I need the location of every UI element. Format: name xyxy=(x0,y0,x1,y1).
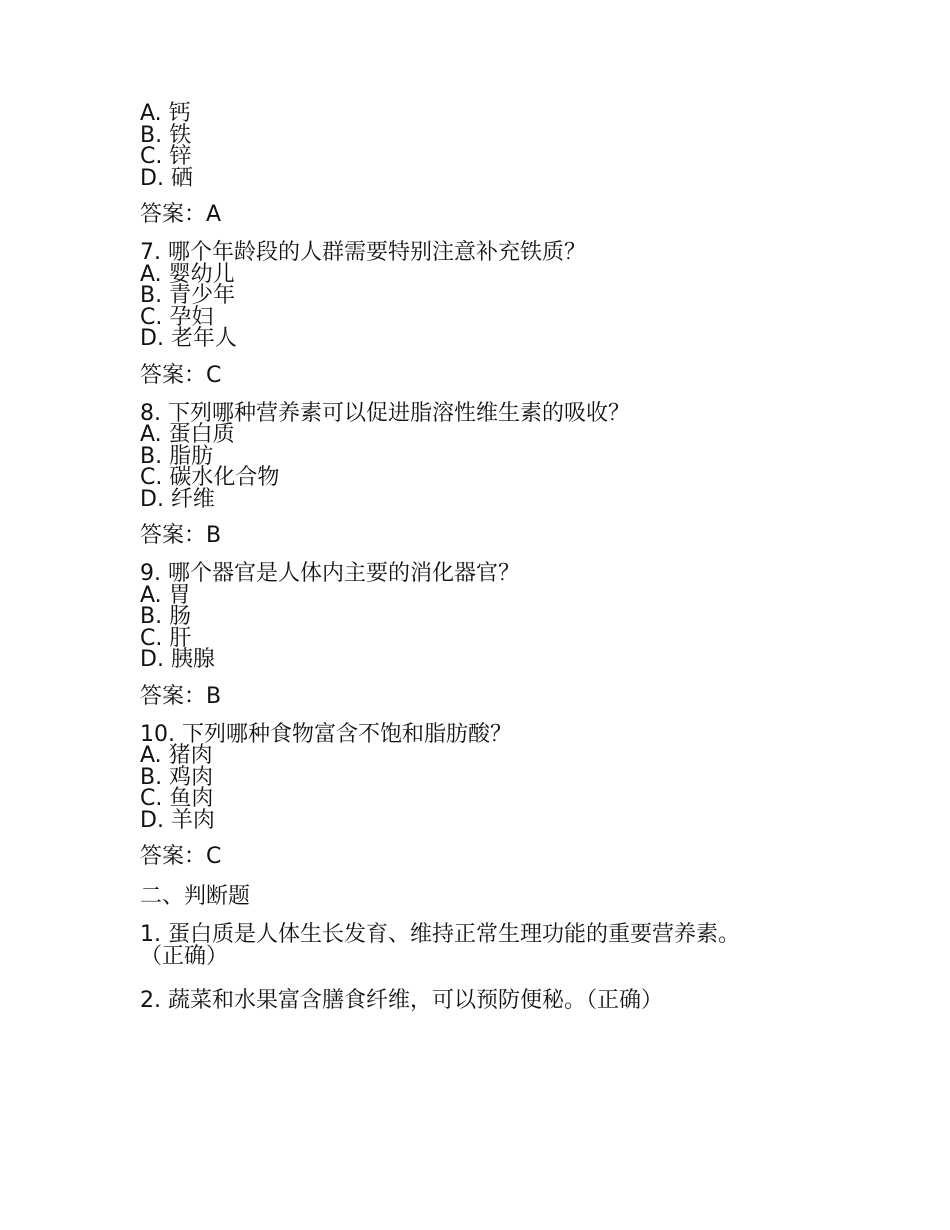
option-c: C. 孕妇 xyxy=(140,304,214,330)
option-b: B. 肠 xyxy=(140,604,192,629)
answer: 答案：C xyxy=(140,362,222,388)
question-6 xyxy=(140,103,790,228)
question-8 xyxy=(140,400,790,550)
option-c: C. 肝 xyxy=(140,625,192,651)
option-d: D. 老年人 xyxy=(140,326,237,351)
question-text: 8. 下列哪种营养素可以促进脂溶性维生素的吸收？ xyxy=(140,400,630,426)
option-b: B. 铁 xyxy=(140,122,192,148)
document-page xyxy=(140,103,790,1035)
question-9 xyxy=(140,563,790,710)
option-d: D. 胰腺 xyxy=(140,647,215,672)
option-d: D. 硒 xyxy=(140,165,193,191)
option-c: C. 锌 xyxy=(140,144,192,169)
option-b: B. 脂肪 xyxy=(140,443,214,469)
option-b: B. 鸡肉 xyxy=(140,764,214,790)
option-c: C. 碳水化合物 xyxy=(140,465,280,490)
option-c: C. 鱼肉 xyxy=(140,786,214,811)
option-a: A. 钙 xyxy=(140,101,191,126)
option-a: A. 猪肉 xyxy=(140,743,213,768)
answer: 答案：A xyxy=(140,202,222,227)
question-text: 9. 哪个器官是人体内主要的消化器官？ xyxy=(140,561,520,586)
option-a: A. 胃 xyxy=(140,582,191,608)
question-text: 10. 下列哪种食物富含不饱和脂肪酸？ xyxy=(140,721,512,747)
answer: 答案：B xyxy=(140,683,222,709)
option-d: D. 羊肉 xyxy=(140,807,215,833)
judgement-item-2: 2. 蔬菜和水果富含膳食纤维，可以预防便秘。（正确） xyxy=(140,988,663,1013)
option-d: D. 纤维 xyxy=(140,486,215,512)
option-a: A. 蛋白质 xyxy=(140,422,235,447)
answer: 答案：C xyxy=(140,844,222,869)
question-text: 7. 哪个年龄段的人群需要特别注意补充铁质？ xyxy=(140,240,586,265)
option-b: B. 青少年 xyxy=(140,283,236,308)
option-a: A. 婴幼儿 xyxy=(140,261,235,287)
judgement-item-1: 1. 蛋白质是人体生长发育、维持正常生理功能的重要营养素。（正确） xyxy=(140,922,740,969)
question-7 xyxy=(140,242,790,389)
answer: 答案：B xyxy=(140,523,222,548)
section-heading: 二、判断题 xyxy=(140,884,251,909)
question-10 xyxy=(140,721,790,871)
